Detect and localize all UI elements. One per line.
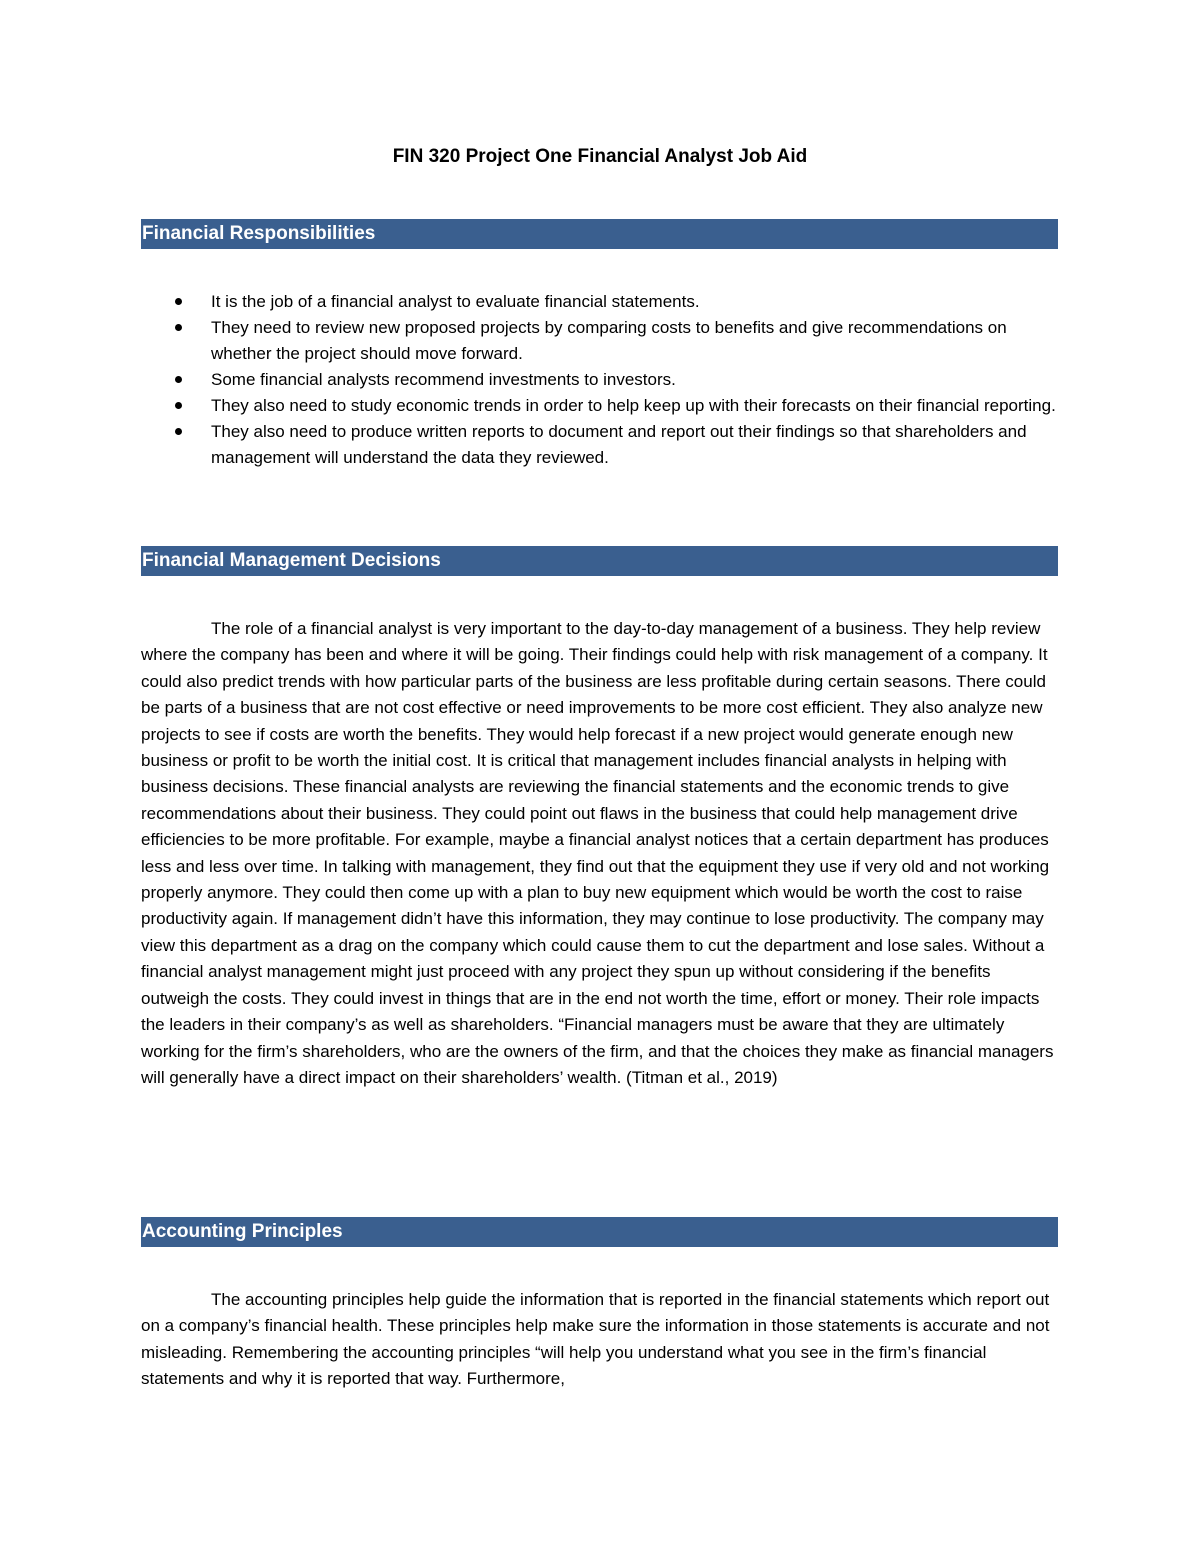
list-item (141, 367, 1058, 393)
bullet-icon (175, 376, 182, 383)
section-heading: Accounting Principles (142, 1221, 343, 1242)
list-item (141, 289, 1058, 315)
list-item (141, 315, 1058, 367)
section-header-financial-responsibilities (141, 219, 1058, 249)
list-item (141, 393, 1058, 419)
list-item (141, 419, 1058, 471)
responsibilities-list (141, 289, 1058, 471)
section-header-accounting-principles (141, 1217, 1058, 1247)
list-item-text: They also need to study economic trends in order to help keep up with their forecasts on their financial reporting. (211, 396, 1056, 415)
bullet-icon (175, 298, 182, 305)
section-header-financial-management-decisions (141, 546, 1058, 576)
section-heading: Financial Responsibilities (142, 223, 376, 244)
list-item-text: Some financial analysts recommend investments to investors. (211, 370, 676, 389)
decisions-paragraph: The role of a financial analyst is very important to the day-to-day management of a business. They help review where the company has been and where it will be going. Their findings could help with risk management of a company. It could also predict trends with how particular parts of the business are less profitable during certain seasons. There could be parts of a business that are not cost effective or need improvements to be more cost efficient. They also analyze new projects to see if costs are worth the benefits. They would help forecast if a new project would generate enough new business or profit to be worth the initial cost. It is critical that management includes financial analysts in helping with business decisions. These financial analysts are reviewing the financial statements and the economic trends to give recommendations about their business. They could point out flaws in the business that could help management drive efficiencies to be more profitable. For example, maybe a financial analyst notices that a certain department has produces less and less over time. In talking with management, they find out that the equipment they use if very old and not working properly anymore. They could then come up with a plan to buy new equipment which would be worth the cost to raise productivity again. If management didn’t have this information, they may continue to lose productivity. The company may view this department as a drag on the company which could cause them to cut the department and lose sales. Without a financial analyst management might just proceed with any project they spun up without considering if the benefits outweigh the costs. They could invest in things that are in the end not worth the time, effort or money. Their role impacts the leaders in their company’s as well as shareholders. “Financial managers must be aware that they are ultimately working for the firm’s shareholders, who are the owners of the firm, and that the choices they make as financial managers will generally have a direct impact on their shareholders’ wealth. (Titman et al., 2019) (141, 619, 1054, 1087)
list-item-text: They need to review new proposed projects by comparing costs to benefits and give recommendations on whether the project should move forward. (211, 318, 1007, 363)
section-heading: Financial Management Decisions (142, 550, 441, 571)
principles-paragraph: The accounting principles help guide the information that is reported in the financial statements which report out on a company’s financial health. These principles help make sure the information in those statements is accurate and not misleading. Remembering the accounting principles “will help you understand what you see in the firm’s financial statements and why it is reported that way. Furthermore, (141, 1290, 1050, 1389)
list-item-text: It is the job of a financial analyst to evaluate financial statements. (211, 292, 700, 311)
bullet-icon (175, 402, 182, 409)
bullet-icon (175, 324, 182, 331)
bullet-icon (175, 428, 182, 435)
list-item-text: They also need to produce written reports to document and report out their findings so that shareholders and management will understand the data they reviewed. (211, 422, 1027, 467)
document-title: FIN 320 Project One Financial Analyst Job Aid (392, 146, 808, 167)
